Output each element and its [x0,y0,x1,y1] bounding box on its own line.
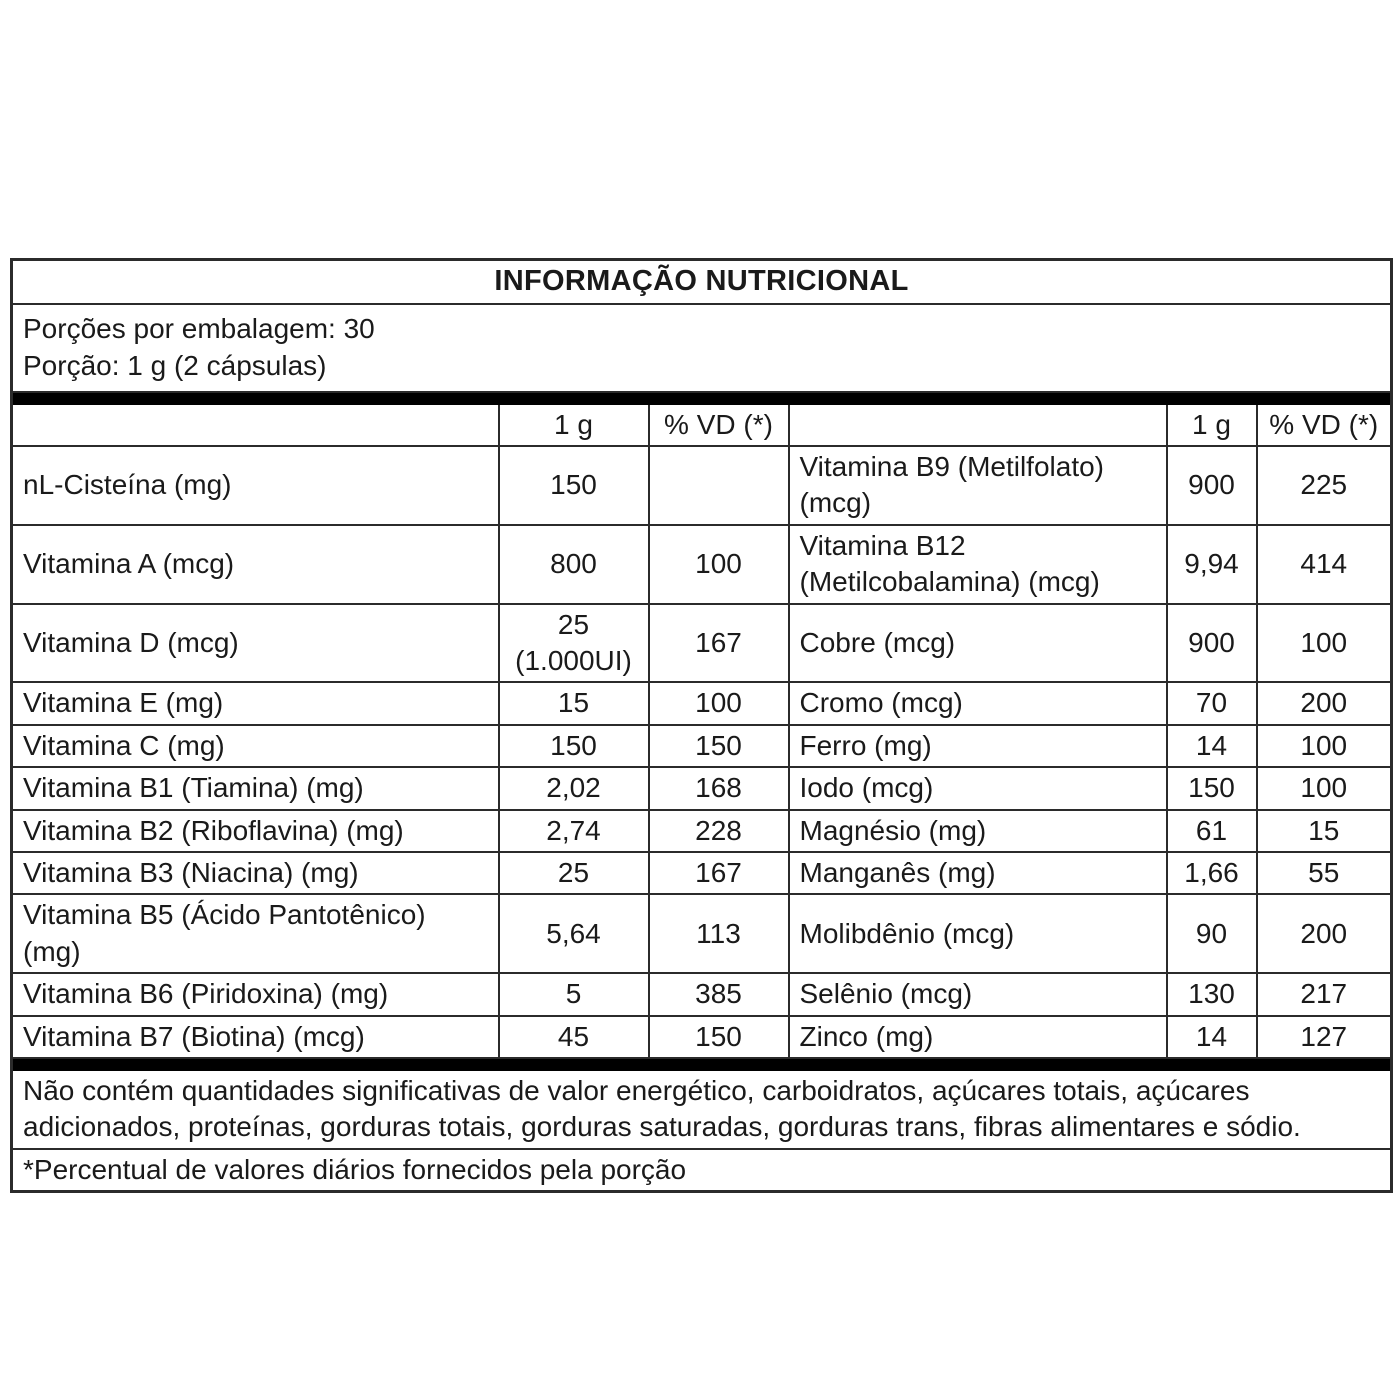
nutrient-dv: 100 [1257,767,1392,809]
nutrient-dv: 100 [649,682,789,724]
nutrient-name: nL-Cisteína (mg) [12,446,499,525]
footer-asterisk-row [12,1149,1392,1192]
nutrient-name: Vitamina A (mcg) [12,525,499,604]
nutrient-name: Cobre (mcg) [789,604,1167,683]
nutrient-name: Vitamina B3 (Niacina) (mg) [12,852,499,894]
daily-value-asterisk-note: *Percentual de valores diários fornecidos pela porção [12,1149,1392,1192]
column-header-row [12,404,1392,446]
table-row [12,525,1392,604]
nutrient-amount: 45 [499,1016,649,1058]
nutrient-amount: 25 [499,852,649,894]
table-row [12,725,1392,767]
table-row [12,973,1392,1015]
nutrient-name: Vitamina D (mcg) [12,604,499,683]
nutrient-dv: 225 [1257,446,1392,525]
header-dv-right: % VD (*) [1257,404,1392,446]
nutrient-dv: 167 [649,852,789,894]
header-amount-left: 1 g [499,404,649,446]
nutrient-amount: 150 [1167,767,1257,809]
nutrient-dv: 385 [649,973,789,1015]
nutrient-dv: 414 [1257,525,1392,604]
nutrient-amount: 15 [499,682,649,724]
nutrient-name: Ferro (mg) [789,725,1167,767]
header-empty-cell-left [12,404,499,446]
footer-note-row [12,1070,1392,1149]
nutrient-name: Vitamina B7 (Biotina) (mcg) [12,1016,499,1058]
table-row [12,682,1392,724]
nutrient-dv: 100 [1257,725,1392,767]
separator-bar [12,392,1392,404]
nutrient-amount: 5,64 [499,894,649,973]
nutrient-amount: 5 [499,973,649,1015]
separator-bar [12,1058,1392,1070]
nutrient-amount: 130 [1167,973,1257,1015]
portion-info-row [12,304,1392,392]
nutrient-name: Vitamina B1 (Tiamina) (mg) [12,767,499,809]
nutrient-dv: 113 [649,894,789,973]
nutrient-dv: 55 [1257,852,1392,894]
nutrient-dv: 150 [649,1016,789,1058]
nutrient-amount: 2,74 [499,810,649,852]
nutrient-dv: 150 [649,725,789,767]
nutrient-name: Selênio (mcg) [789,973,1167,1015]
header-empty-cell-right [789,404,1167,446]
table-title: INFORMAÇÃO NUTRICIONAL [12,260,1392,304]
table-row [12,446,1392,525]
nutrient-amount: 9,94 [1167,525,1257,604]
servings-per-package-text: Porções por embalagem: 30 [23,313,375,345]
table-row [12,1016,1392,1058]
nutrient-amount: 900 [1167,446,1257,525]
header-dv-left: % VD (*) [649,404,789,446]
nutrient-dv: 217 [1257,973,1392,1015]
nutrient-dv: 15 [1257,810,1392,852]
nutrient-name: Cromo (mcg) [789,682,1167,724]
nutrient-amount: 900 [1167,604,1257,683]
nutrient-dv: 127 [1257,1016,1392,1058]
title-row [12,260,1392,304]
nutrient-amount: 150 [499,446,649,525]
table-row [12,604,1392,683]
nutrient-amount: 70 [1167,682,1257,724]
nutrient-amount: 1,66 [1167,852,1257,894]
nutrient-name: Vitamina B12 (Metilcobalamina) (mcg) [789,525,1167,604]
table-row [12,852,1392,894]
thick-separator-top [12,392,1392,404]
table-row [12,767,1392,809]
nutrient-name: Zinco (mg) [789,1016,1167,1058]
nutrient-name: Manganês (mg) [789,852,1167,894]
portion-size-text: Porção: 1 g (2 cápsulas) [23,349,327,381]
header-amount-right: 1 g [1167,404,1257,446]
nutrient-dv: 228 [649,810,789,852]
nutrient-dv: 200 [1257,894,1392,973]
nutrient-name: Vitamina B9 (Metilfolato) (mcg) [789,446,1167,525]
nutrient-amount: 61 [1167,810,1257,852]
nutrient-name: Vitamina B2 (Riboflavina) (mg) [12,810,499,852]
nutrient-dv [649,446,789,525]
table-row [12,810,1392,852]
nutrient-amount: 14 [1167,725,1257,767]
no-significant-amounts-note: Não contém quantidades significativas de valor energético, carboidratos, açúcares totais, açúcares adicionados, proteínas, gorduras totais, gorduras saturadas, gorduras trans, fibras alimentares e sódio. [12,1070,1392,1149]
nutrition-facts-table [10,258,1393,1193]
nutrient-amount: 150 [499,725,649,767]
nutrient-name: Iodo (mcg) [789,767,1167,809]
nutrient-amount: 2,02 [499,767,649,809]
portion-info-cell [12,304,1392,392]
nutrient-dv: 200 [1257,682,1392,724]
nutrient-name: Vitamina E (mg) [12,682,499,724]
nutrient-name: Vitamina C (mg) [12,725,499,767]
nutrient-name: Vitamina B6 (Piridoxina) (mg) [12,973,499,1015]
nutrient-dv: 100 [649,525,789,604]
nutrient-name: Molibdênio (mcg) [789,894,1167,973]
nutrient-amount: 25 (1.000UI) [499,604,649,683]
nutrient-amount: 14 [1167,1016,1257,1058]
nutrient-amount: 800 [499,525,649,604]
nutrient-name: Magnésio (mg) [789,810,1167,852]
table-row [12,894,1392,973]
nutrient-dv: 167 [649,604,789,683]
nutrient-dv: 168 [649,767,789,809]
thick-separator-bottom [12,1058,1392,1070]
nutrient-amount: 90 [1167,894,1257,973]
nutrient-dv: 100 [1257,604,1392,683]
nutrient-name: Vitamina B5 (Ácido Pantotênico) (mg) [12,894,499,973]
